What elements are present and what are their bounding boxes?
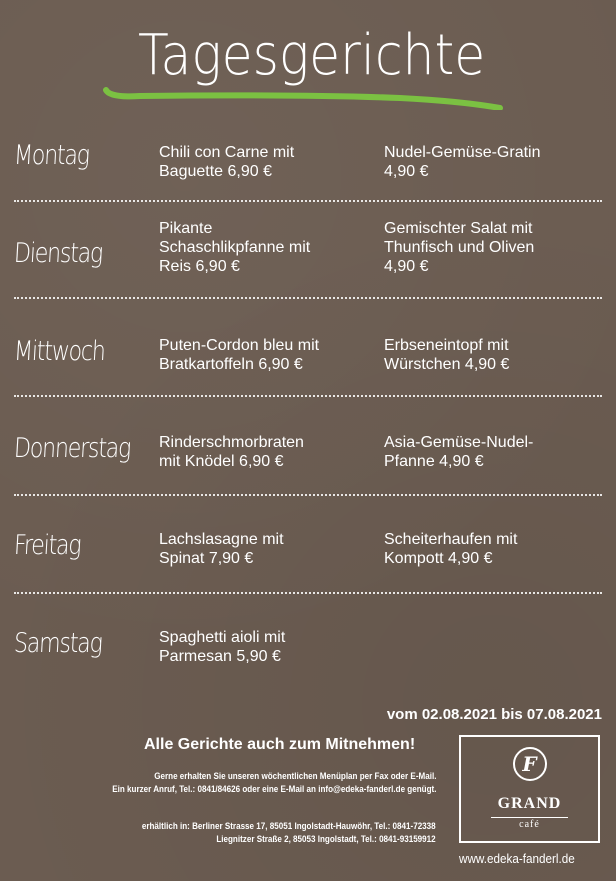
dish-alternative: Asia-Gemüse-Nudel- Pfanne 4,90 €: [384, 434, 534, 470]
website-link[interactable]: www.edeka-fanderl.de: [459, 851, 575, 866]
dotted-divider: [14, 297, 602, 299]
dotted-divider: [14, 494, 602, 496]
dish-main: Puten-Cordon bleu mit Bratkartoffeln 6,90 €: [159, 337, 320, 373]
dish-main: Lachslasagne mit Spinat 7,90 €: [159, 531, 284, 567]
logo-divider: [491, 817, 568, 818]
dish-alternative: Erbseneintopf mit Würstchen 4,90 €: [384, 337, 510, 373]
page-title: Tagesgerichte: [138, 23, 486, 88]
dish-main: Rinderschmorbraten mit Knödel 6,90 €: [159, 434, 304, 470]
address-info: [142, 820, 436, 846]
day-name: Freitag: [13, 530, 82, 561]
logo-monogram-icon: F: [513, 747, 547, 781]
day-name: Donnerstag: [13, 433, 132, 464]
subscription-info: [112, 770, 436, 796]
address-line: erhältlich in: Berliner Strasse 17, 85051 Ingolstadt-Hauwöhr, Tel.: 0841-72338: [142, 821, 436, 832]
takeaway-note: Alle Gerichte auch zum Mitnehmen!: [144, 736, 416, 753]
day-name: Samstag: [13, 628, 103, 659]
dish-main: Pikante Schaschlikpfanne mit Reis 6,90 €: [159, 220, 311, 275]
email-link[interactable]: info@edeka-fanderl.de: [317, 784, 405, 795]
logo-subtitle: café: [519, 819, 540, 830]
dotted-divider: [14, 200, 602, 202]
dish-main: Spaghetti aioli mit Parmesan 5,90 €: [159, 629, 286, 665]
info-text: genügt.: [404, 784, 436, 795]
dish-alternative: Nudel-Gemüse-Gratin 4,90 €: [384, 144, 541, 180]
info-line: Gerne erhalten Sie unseren wöchentlichen Menüplan per Fax oder E-Mail.: [153, 771, 436, 782]
day-name: Mittwoch: [13, 336, 106, 367]
header: [0, 0, 616, 120]
grand-cafe-logo: [459, 735, 600, 843]
logo-name: GRAND: [497, 795, 562, 812]
date-range: vom 02.08.2021 bis 07.08.2021: [386, 706, 602, 723]
dotted-divider: [14, 395, 602, 397]
dotted-divider: [14, 592, 602, 594]
day-name: Dienstag: [13, 238, 103, 269]
dish-main: Chili con Carne mit Baguette 6,90 €: [159, 144, 295, 180]
info-line: [112, 783, 436, 796]
dish-alternative: Gemischter Salat mit Thunfisch und Oliven 4,90 €: [384, 220, 535, 275]
day-name: Montag: [13, 140, 90, 171]
info-text: Ein kurzer Anruf, Tel.: 0841/84626 oder eine E-Mail an: [111, 784, 318, 795]
address-line: Liegnitzer Straße 2, 85053 Ingolstadt, Tel.: 0841-93159912: [216, 834, 436, 845]
dish-alternative: Scheiterhaufen mit Kompott 4,90 €: [384, 531, 518, 567]
